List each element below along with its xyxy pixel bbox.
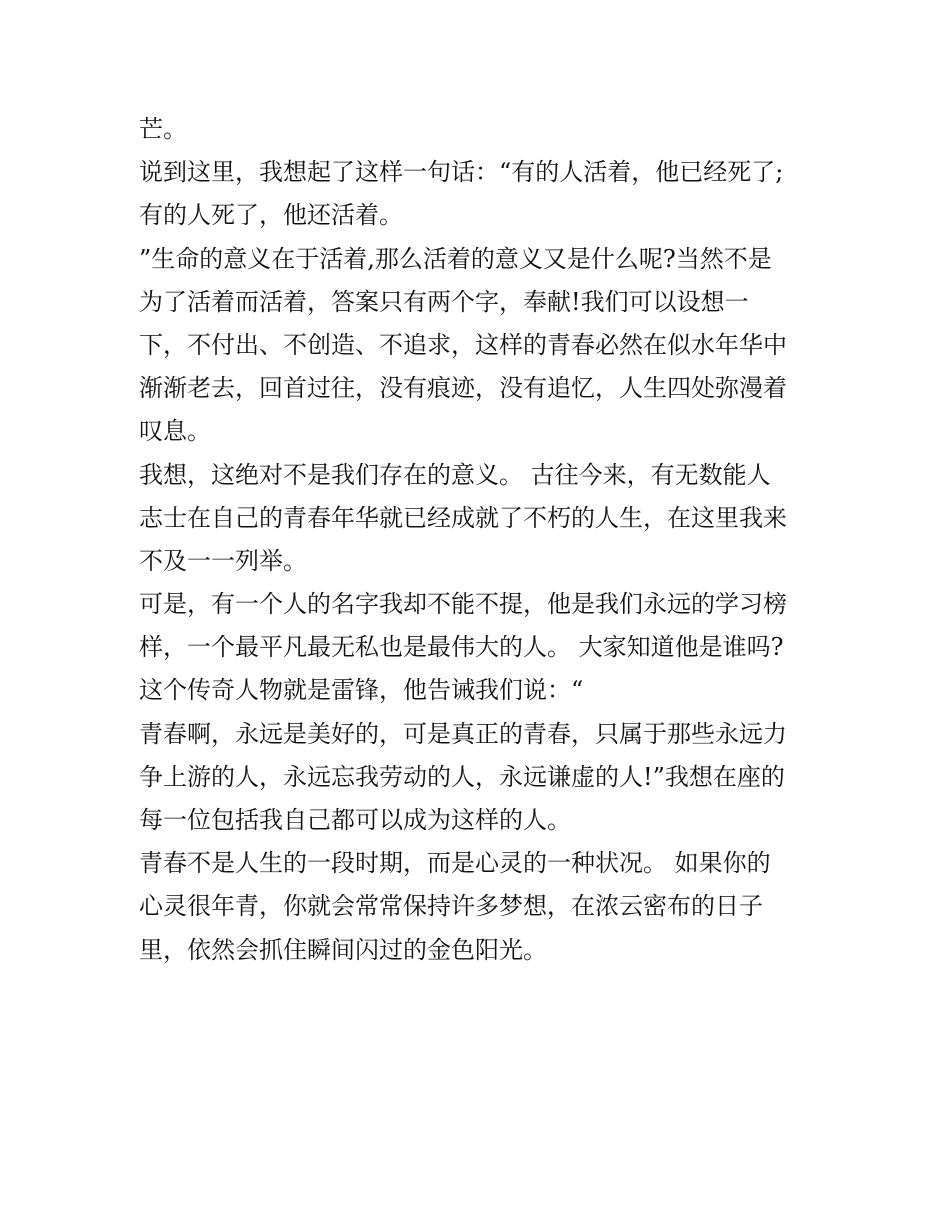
text-line-15: 青春啊，永远是美好的，可是真正的青春，只属于那些永远力 xyxy=(139,719,787,748)
text-line-9: 我想，这绝对不是我们存在的意义。 古往今来，有无数能人 xyxy=(139,460,771,489)
text-line-3: 有的人死了，他还活着。 xyxy=(139,201,403,230)
text-line-8: 叹息。 xyxy=(139,417,211,446)
text-line-20: 里，依然会抓住瞬间闪过的金色阳光。 xyxy=(139,935,547,964)
text-line-6: 下，不付出、不创造、不追求，这样的青春必然在似水年华中 xyxy=(139,330,787,359)
body-text xyxy=(139,108,829,972)
text-line-1: 芒。 xyxy=(139,115,187,143)
text-line-12: 可是，有一个人的名字我却不能不提，他是我们永远的学习榜 xyxy=(139,590,787,619)
text-line-16: 争上游的人，永远忘我劳动的人，永远谦虚的人!”我想在座的 xyxy=(139,762,785,791)
text-line-5: 为了活着而活着，答案只有两个字，奉献!我们可以设想一 xyxy=(139,287,749,316)
text-line-13: 样，一个最平凡最无私也是最伟大的人。 大家知道他是谁吗? xyxy=(139,633,784,662)
text-line-14: 这个传奇人物就是雷锋，他告诫我们说：“ xyxy=(139,676,584,705)
text-line-7: 渐渐老去，回首过往，没有痕迹，没有追忆，人生四处弥漫着 xyxy=(139,374,787,403)
text-line-19: 心灵很年青，你就会常常保持许多梦想，在浓云密布的日子 xyxy=(139,892,763,921)
text-line-17: 每一位包括我自己都可以成为这样的人。 xyxy=(139,806,571,834)
text-line-18: 青春不是人生的一段时期，而是心灵的一种状况。 如果你的 xyxy=(139,849,771,878)
text-line-10: 志士在自己的青春年华就已经成就了不朽的人生，在这里我来 xyxy=(139,503,787,532)
text-line-11: 不及一一列举。 xyxy=(139,546,307,575)
text-line-2: 说到这里，我想起了这样一句话：“有的人活着，他已经死了; xyxy=(139,158,784,187)
text-line-4: ”生命的意义在于活着,那么活着的意义又是什么呢?当然不是 xyxy=(139,244,772,273)
